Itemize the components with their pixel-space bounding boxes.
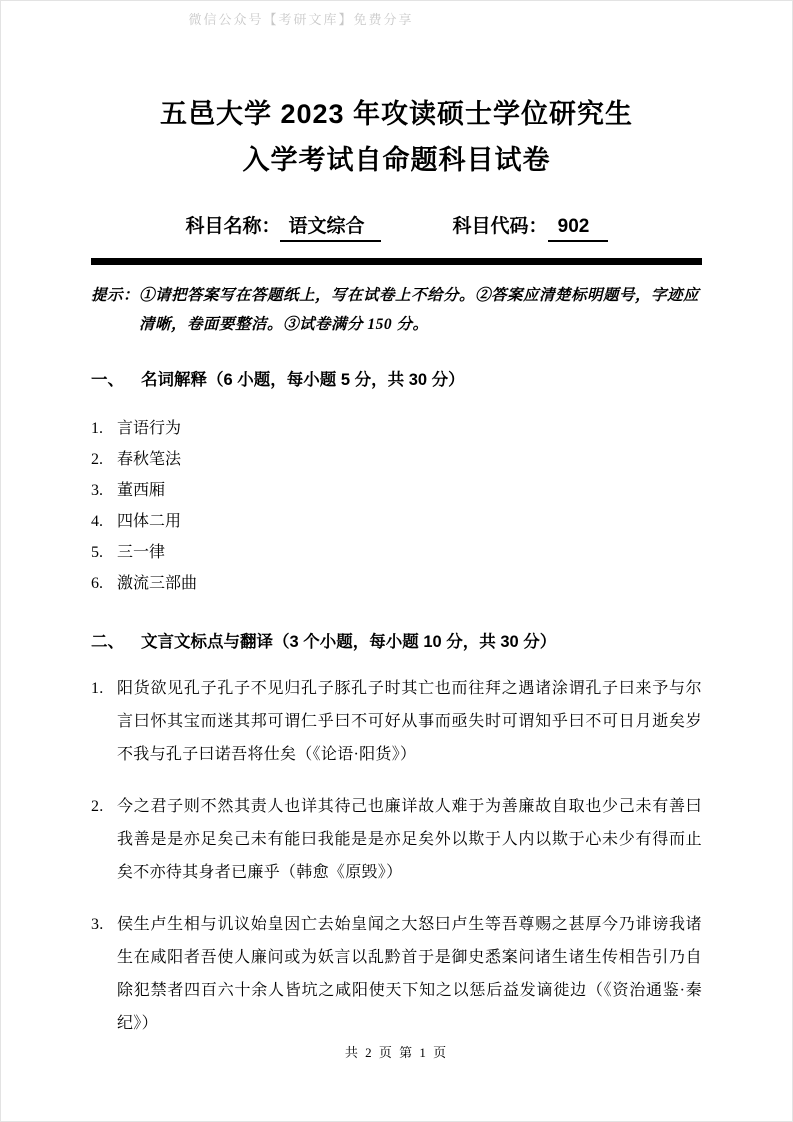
term-item — [91, 537, 702, 568]
passage-number: 1. — [91, 680, 104, 697]
term-item-number: 3. — [91, 482, 103, 499]
passage-number: 2. — [91, 798, 104, 815]
paper-title-line2: 入学考试自命题科目试卷 — [242, 145, 551, 175]
section-two-heading — [91, 631, 702, 653]
divider-rule — [91, 258, 702, 265]
term-item-text: 四体二用 — [117, 513, 182, 530]
subject-name-value: 语文综合 — [280, 211, 380, 242]
term-item-text: 春秋笔法 — [117, 451, 182, 468]
term-item-text: 言语行为 — [117, 420, 182, 437]
subject-code-field — [453, 211, 608, 242]
subject-name-label: 科目名称： — [185, 216, 281, 237]
term-item — [91, 475, 702, 506]
term-item-number: 2. — [91, 451, 103, 468]
term-list — [91, 413, 702, 599]
passage-text: 今之君子则不然其责人也详其待己也廉详故人难于为善廉故自取也少己未有善曰我善是是亦足矣己未有能曰我能是是亦足矣外以欺于人内以欺于心未少有得而止矣不亦待其身者已廉乎（韩愈《原毁》） — [117, 798, 702, 881]
subject-code-label: 科目代码： — [452, 216, 548, 237]
notice-label: 提示： — [91, 287, 140, 304]
term-item-number: 6. — [91, 575, 103, 592]
term-item — [91, 568, 702, 599]
section-two-title: 文言文标点与翻译（3 个小题，每小题 10 分，共 30 分） — [141, 633, 557, 651]
section-one-title: 名词解释（6 小题，每小题 5 分，共 30 分） — [141, 371, 465, 389]
term-item-number: 5. — [91, 544, 103, 561]
subject-row — [91, 211, 702, 242]
term-item — [91, 413, 702, 444]
section-one-heading — [91, 369, 702, 391]
subject-code-value: 902 — [548, 216, 608, 242]
term-item — [91, 506, 702, 537]
page-footer: 共 2 页 第 1 页 — [344, 1045, 449, 1060]
notice-body: ①请把答案写在答题纸上，写在试卷上不给分。②答案应清楚标明题号，字迹应清晰，卷面要整洁。③试卷满分 150 分。 — [139, 287, 700, 333]
classical-passage — [91, 672, 702, 771]
classical-passage — [91, 790, 702, 889]
section-two-number: 二、 — [91, 633, 124, 651]
term-item-number: 1. — [91, 420, 103, 437]
classical-passage — [91, 908, 702, 1040]
section-one — [91, 369, 702, 599]
section-one-number: 一、 — [91, 371, 124, 389]
subject-name-field — [185, 211, 380, 242]
term-item-text: 三一律 — [117, 544, 166, 561]
paper-title — [91, 91, 702, 183]
term-item-number: 4. — [91, 513, 103, 530]
section-two — [91, 631, 702, 1040]
passage-text: 侯生卢生相与讥议始皇因亡去始皇闻之大怒曰卢生等吾尊赐之甚厚今乃诽谤我诸生在咸阳者吾使人廉问或为妖言以乱黔首于是御史悉案问诸生诸生传相告引乃自除犯禁者四百六十余人皆坑之咸阳使天下知之以惩后益发谪徙边（《资治通鉴·秦纪》） — [117, 916, 702, 1032]
term-item-text: 激流三部曲 — [117, 575, 198, 592]
term-item — [91, 444, 702, 475]
exam-notice — [91, 281, 702, 339]
passage-number: 3. — [91, 916, 104, 933]
passage-text: 阳货欲见孔子孔子不见归孔子豚孔子时其亡也而往拜之遇诸涂谓孔子曰来予与尔言曰怀其宝而迷其邦可谓仁乎曰不可好从事而亟失时可谓知乎曰不可日月逝矣岁不我与孔子曰诺吾将仕矣（《论语·阳货》） — [117, 680, 702, 763]
term-item-text: 董西厢 — [117, 482, 166, 499]
paper-title-line1: 五邑大学 2023 年攻读硕士学位研究生 — [159, 99, 634, 129]
watermark-text: 微信公众号【考研文库】免费分享 — [188, 12, 414, 27]
